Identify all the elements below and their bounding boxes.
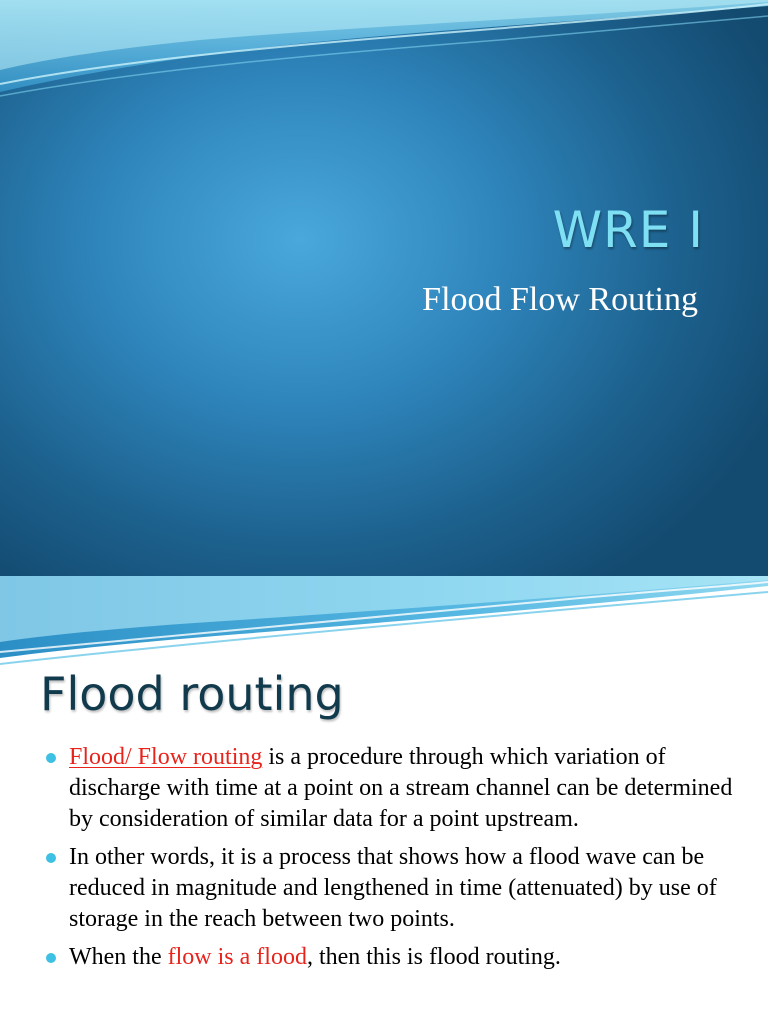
bullet-icon [46, 753, 56, 763]
content-slide [0, 576, 768, 1024]
highlighted-term: flow is a flood [167, 944, 307, 970]
slide-heading: Flood routing [40, 667, 344, 721]
bullet-icon [46, 853, 56, 863]
bullet-item [44, 742, 734, 835]
bullet-text-before: When the [69, 944, 168, 970]
bullet-item [44, 842, 734, 935]
slide-subtitle: Flood Flow Routing [422, 281, 698, 318]
wave-header-decoration [0, 576, 768, 666]
bullet-item [44, 942, 734, 973]
highlighted-term: Flood/ Flow routing [69, 744, 263, 770]
bullet-text-after: , then this is flood routing. [306, 944, 561, 970]
bullet-list [44, 742, 734, 980]
slide-title: WRE I [552, 201, 704, 259]
bullet-icon [46, 953, 56, 963]
bullet-text: In other words, it is a process that shows how a flood wave can be reduced in magnitude and lengthened in time (attenuated) by use of storage in the reach between two points. [69, 844, 717, 932]
bullet-text: is a procedure through which variation of discharge with time at a point on a stream channel can be determined by consideration of similar data for a point upstream. [69, 744, 733, 832]
